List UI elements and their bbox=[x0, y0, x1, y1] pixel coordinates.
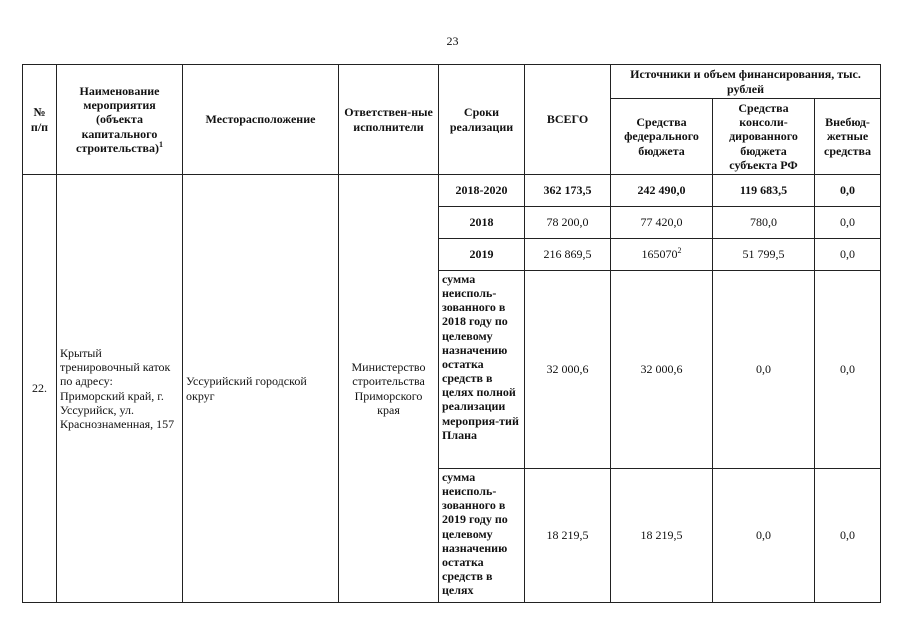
page-number: 23 bbox=[446, 34, 459, 48]
financing-table bbox=[22, 64, 881, 603]
header-location: Месторасположение bbox=[183, 65, 339, 175]
total-cell: 18 219,5 bbox=[525, 469, 611, 603]
consolidated-cell: 0,0 bbox=[713, 271, 815, 469]
consolidated-cell: 119 683,5 bbox=[713, 175, 815, 207]
header-consolidated: Средства консоли-дированного бюджета субъекта РФ bbox=[713, 99, 815, 175]
consolidated-cell: 0,0 bbox=[713, 469, 815, 603]
header-executors: Ответствен-ные исполнители bbox=[339, 65, 439, 175]
offbudget-cell: 0,0 bbox=[815, 469, 881, 603]
header-sources: Источники и объем финансирования, тыс. рублей bbox=[611, 65, 881, 99]
offbudget-cell: 0,0 bbox=[815, 271, 881, 469]
period-cell: сумма неисполь-зованного в 2019 году по целевому назначению остатка средств в целях bbox=[439, 469, 525, 603]
header-name: Наименование мероприятия (объекта капитального строительства)$^1$ bbox=[57, 65, 183, 175]
period-cell: 2018 bbox=[439, 207, 525, 239]
object-location: Уссурийский городской округ bbox=[183, 175, 339, 603]
federal-cell: 32 000,6 bbox=[611, 271, 713, 469]
object-name: Крытый тренировочный каток по адресу: Приморский край, г. Уссурийск, ул. Краснознаменная, 157 bbox=[57, 175, 183, 603]
header-total: ВСЕГО bbox=[525, 65, 611, 175]
header-number: № п/п bbox=[23, 65, 57, 175]
federal-cell: 242 490,0 bbox=[611, 175, 713, 207]
header-federal: Средства федерального бюджета bbox=[611, 99, 713, 175]
period-cell: 2019 bbox=[439, 239, 525, 271]
row-number: 22. bbox=[23, 175, 57, 603]
total-cell: 216 869,5 bbox=[525, 239, 611, 271]
total-cell: 32 000,6 bbox=[525, 271, 611, 469]
header-name-footnote: 1 bbox=[158, 139, 163, 149]
total-cell: 362 173,5 bbox=[525, 175, 611, 207]
offbudget-cell: 0,0 bbox=[815, 207, 881, 239]
period-cell: сумма неисполь-зованного в 2018 году по целевому назначению остатка средств в целях полной реализации мероприя-тий Плана bbox=[439, 271, 525, 469]
federal-cell: 165070$^2$ bbox=[611, 239, 713, 271]
consolidated-cell: 51 799,5 bbox=[713, 239, 815, 271]
federal-cell: 77 420,0 bbox=[611, 207, 713, 239]
offbudget-cell: 0,0 bbox=[815, 239, 881, 271]
period-cell: 2018-2020 bbox=[439, 175, 525, 207]
total-cell: 78 200,0 bbox=[525, 207, 611, 239]
federal-footnote: 2 bbox=[677, 246, 682, 256]
header-offbudget: Внебюд-жетные средства bbox=[815, 99, 881, 175]
header-period: Сроки реализации bbox=[439, 65, 525, 175]
object-executor: Министерство строительства Приморского края bbox=[339, 175, 439, 603]
table-row bbox=[23, 175, 881, 207]
federal-cell: 18 219,5 bbox=[611, 469, 713, 603]
consolidated-cell: 780,0 bbox=[713, 207, 815, 239]
offbudget-cell: 0,0 bbox=[815, 175, 881, 207]
